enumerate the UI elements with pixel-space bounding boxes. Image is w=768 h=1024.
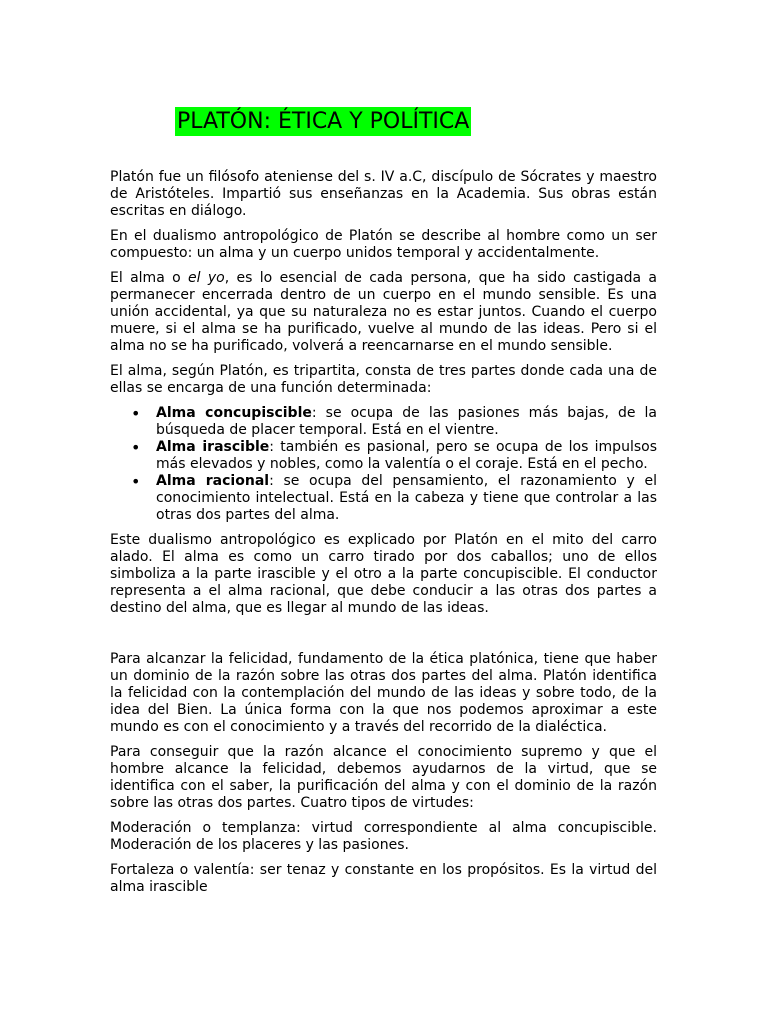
- paragraph-soul-italic: el yo: [188, 270, 225, 286]
- blank-line: [110, 625, 657, 651]
- document-title: PLATÓN: ÉTICA Y POLÍTICA: [177, 109, 470, 134]
- paragraph-happiness: Para alcanzar la felicidad, fundamento de la ética platónica, tiene que haber un dominio de la razón sobre las otras dos partes del alma. Platón identifica la felicidad con la contemplación del mundo de las ideas y sobre todo, de la idea del Bien. La única forma con la que nos podemos aproximar a este mundo es con el conocimiento y a través del recorrido de la dialéctica.: [110, 651, 657, 735]
- list-item-text: : se ocupa de las pasiones más bajas, de la búsqueda de placer temporal. Está en el vientre.: [156, 405, 657, 438]
- list-item: [156, 439, 657, 473]
- paragraph-intro: Platón fue un filósofo ateniense del s. IV a.C, discípulo de Sócrates y maestro de Aristóteles. Impartió sus enseñanzas en la Academia. Sus obras están escritas en diálogo.: [110, 169, 657, 219]
- paragraph-moderation: Moderación o templanza: virtud correspondiente al alma concupiscible. Moderación de los placeres y las pasiones.: [110, 820, 657, 853]
- list-item-term: Alma racional: [156, 473, 270, 489]
- document-body: [110, 169, 657, 904]
- paragraph-dualism: En el dualismo antropológico de Platón se describe al hombre como un ser compuesto: un alma y un cuerpo unidos temporal y accidentalmente.: [110, 228, 657, 261]
- paragraph-tripartite: El alma, según Platón, es tripartita, consta de tres partes donde cada una de ellas se encarga de una función determinada:: [110, 363, 657, 396]
- list-item: [156, 405, 657, 439]
- list-item-term: Alma concupiscible: [156, 405, 312, 421]
- list-item: [156, 473, 657, 524]
- paragraph-soul-rest: , es lo esencial de cada persona, que ha sido castigada a permanecer encerrada dentro de un cuerpo en el mundo sensible. Es una unión accidental, ya que su naturaleza no es estar juntos. Cuando el cuerpo muere, si el alma se ha purificado, vuelve al mundo de las ideas. Pero si el alma no se ha purificado, volverá a reencarnarse en el mundo sensible.: [110, 270, 657, 354]
- paragraph-virtue: Para conseguir que la razón alcance el conocimiento supremo y que el hombre alcance la felicidad, debemos ayudarnos de la virtud, que se identifica con el saber, la purificación del alma y con el dominio de la razón sobre las otras dos partes. Cuatro tipos de virtudes:: [110, 744, 657, 811]
- paragraph-soul-start: El alma o: [110, 270, 189, 286]
- paragraph-winged-chariot: Este dualismo antropológico es explicado por Platón en el mito del carro alado. El alma es como un carro tirado por dos caballos; uno de ellos simboliza a la parte irascible y el otro a la parte concupiscible. El conductor representa a el alma racional, que debe conducir a las otras dos partes a destino del alma, que es llegar al mundo de las ideas.: [110, 532, 657, 616]
- soul-parts-list: [110, 405, 657, 524]
- paragraph-fortitude: Fortaleza o valentía: ser tenaz y constante en los propósitos. Es la virtud del alma irascible: [110, 862, 657, 895]
- paragraph-soul: [110, 270, 657, 355]
- list-item-text: : también es pasional, pero se ocupa de los impulsos más elevados y nobles, como la valentía o el coraje. Está en el pecho.: [156, 439, 657, 472]
- list-item-term: Alma irascible: [156, 439, 270, 455]
- list-item-text: : se ocupa del pensamiento, el razonamiento y el conocimiento intelectual. Está en la cabeza y tiene que controlar a las otras dos partes del alma.: [156, 473, 657, 523]
